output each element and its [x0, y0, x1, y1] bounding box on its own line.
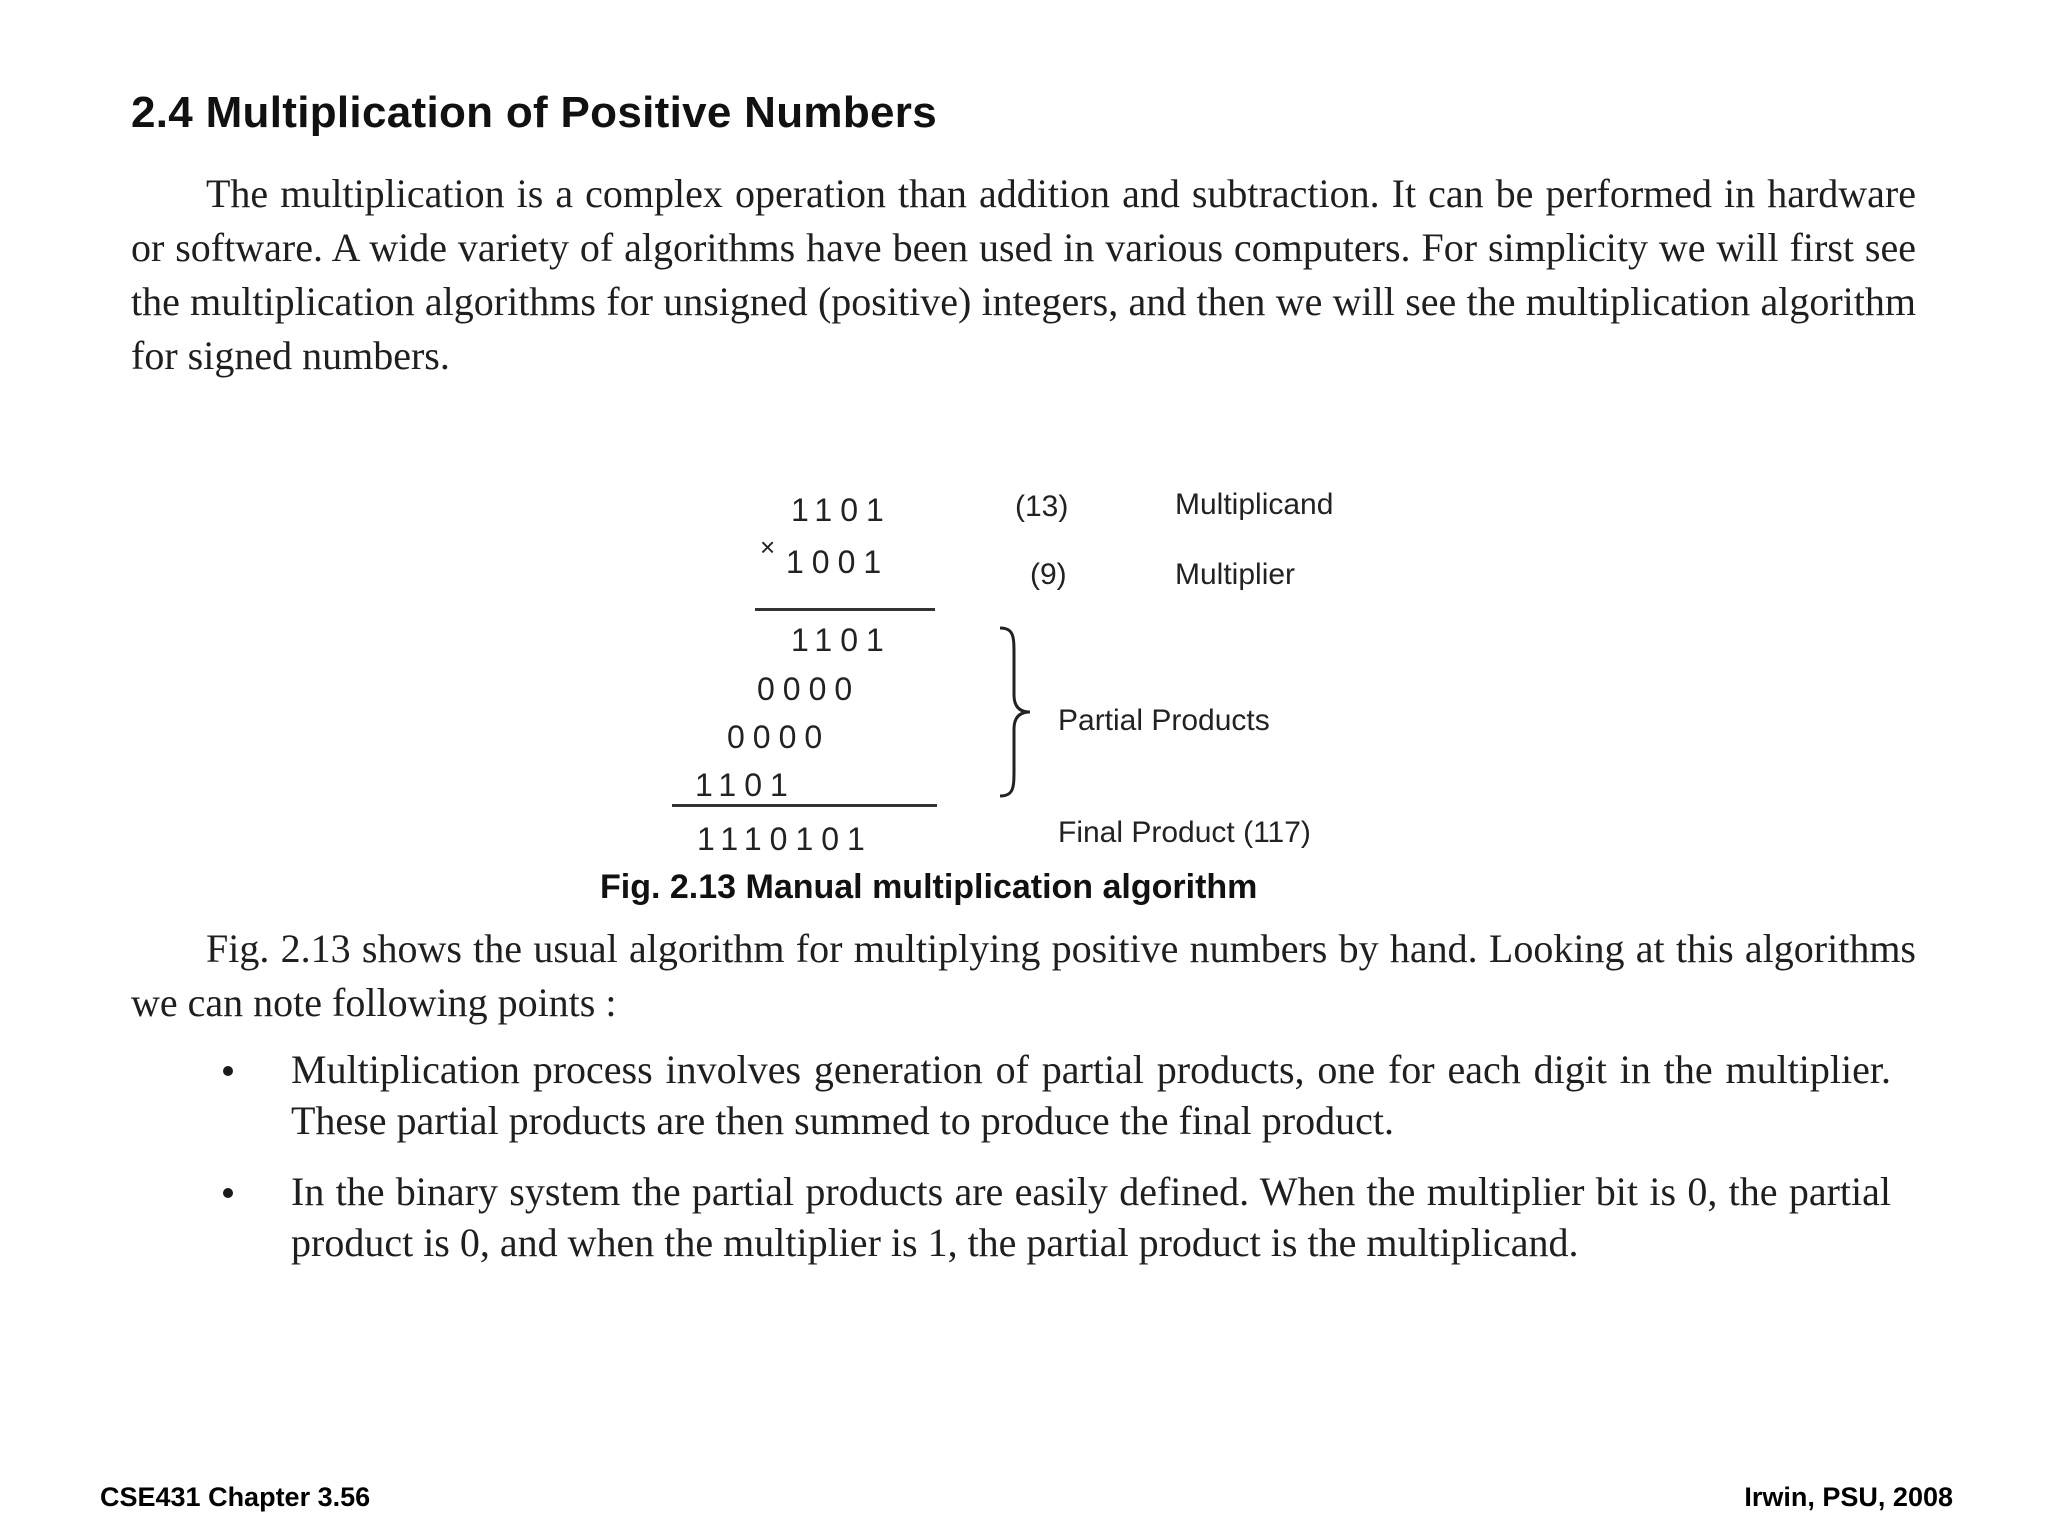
product-rule-top [755, 608, 935, 611]
bullet-text: In the binary system the partial products are easily defined. When the multiplier bit is 0, the partial product is 0, and when the multiplier is 1, the partial product is the multiplicand. [291, 1169, 1891, 1265]
final-product-label: Final Product (117) [1058, 816, 1311, 849]
figure-caption: Fig. 2.13 Manual multiplication algorithm [600, 868, 1258, 906]
final-product-value: 1110101 [697, 821, 873, 857]
multiplier-value: 1001 [786, 544, 890, 580]
multiplicand-decimal: (13) [1015, 490, 1069, 523]
partial-products-brace-icon [996, 625, 1036, 799]
list-item [131, 1044, 1891, 1146]
key-points-list [131, 1044, 1891, 1288]
multiplicand-label: Multiplicand [1175, 488, 1334, 521]
partial-product-2: 0000 [757, 671, 861, 707]
product-rule-bottom [672, 804, 937, 807]
partial-product-1: 1101 [791, 622, 892, 658]
list-item [131, 1166, 1891, 1268]
partial-product-4: 1101 [695, 767, 796, 803]
times-sign: × [760, 532, 776, 562]
figure-description-paragraph: Fig. 2.13 shows the usual algorithm for multiplying positive numbers by hand. Looking at this algorithms we can note following points : [131, 926, 1916, 1025]
multiplier-decimal: (9) [1030, 558, 1067, 591]
footer-author-label: Irwin, PSU, 2008 [1744, 1482, 1953, 1512]
intro-paragraph: The multiplication is a complex operation than addition and subtraction. It can be performed in hardware or software. A wide variety of algorithms have been used in various computers. For simplicity we will first see the multiplication algorithms for unsigned (positive) integers, and then we will see the multiplication algorithm for signed numbers. [131, 171, 1916, 378]
multiplier-label: Multiplier [1175, 558, 1296, 591]
section-heading: 2.4 Multiplication of Positive Numbers [131, 88, 937, 137]
partial-product-3: 0000 [727, 719, 831, 755]
bullet-icon [223, 1066, 233, 1076]
bullet-icon [223, 1188, 233, 1198]
partial-products-label: Partial Products [1058, 704, 1270, 737]
multiplicand-value: 1101 [791, 492, 892, 528]
bullet-text: Multiplication process involves generation of partial products, one for each digit in the multiplier. These partial products are then summed to produce the final product. [291, 1047, 1891, 1143]
footer-course-label: CSE431 Chapter 3.56 [100, 1482, 371, 1512]
